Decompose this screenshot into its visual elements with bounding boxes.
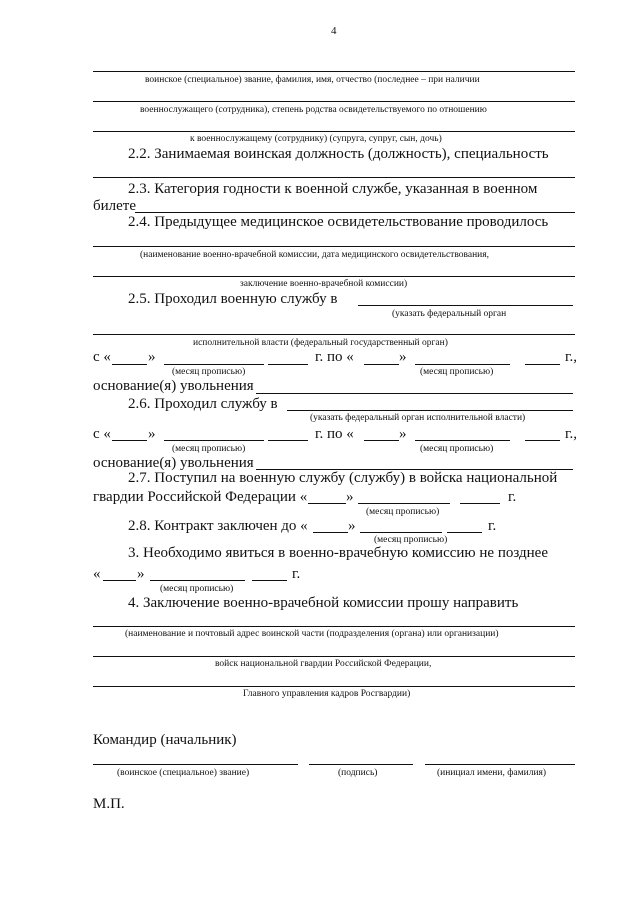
caption: (инициал имени, фамилия) [437, 768, 547, 778]
item-2-2: 2.2. Занимаемая воинская должность (должность), специальность [128, 146, 549, 162]
field-line[interactable] [358, 305, 573, 306]
field-line[interactable] [252, 580, 287, 581]
field-line[interactable] [364, 364, 399, 365]
year-suffix: г. [488, 518, 497, 534]
caption: (подпись) [338, 768, 378, 778]
field-line[interactable] [268, 440, 308, 441]
date-open: « [93, 566, 101, 582]
field-line[interactable] [287, 410, 573, 411]
field-line[interactable] [93, 764, 298, 765]
caption: (месяц прописью) [374, 535, 448, 545]
field-line[interactable] [93, 656, 575, 657]
quote-close: » [148, 349, 156, 365]
caption: (месяц прописью) [366, 507, 440, 517]
field-line[interactable] [112, 440, 147, 441]
item-2-4: 2.4. Предыдущее медицинское освидетельствование проводилось [128, 214, 549, 230]
commander-title: Командир (начальник) [93, 732, 237, 748]
item-2-5: 2.5. Проходил военную службу в [128, 291, 338, 307]
field-line[interactable] [164, 440, 264, 441]
discharge-basis: основание(я) увольнения [93, 455, 254, 471]
item-3: 3. Необходимо явиться в военно-врачебную комиссию не позднее [128, 545, 548, 561]
page-number: 4 [331, 25, 337, 37]
field-line[interactable] [308, 503, 346, 504]
item-4: 4. Заключение военно-врачебной комиссии прошу направить [128, 595, 519, 611]
field-line[interactable] [93, 246, 575, 247]
field-line[interactable] [164, 364, 264, 365]
item-2-6: 2.6. Проходил службу в [128, 396, 278, 412]
stamp-place: М.П. [93, 796, 125, 812]
quote-close: » [148, 426, 156, 442]
caption: (месяц прописью) [172, 444, 246, 454]
field-line[interactable] [112, 364, 147, 365]
field-line[interactable] [103, 580, 136, 581]
year-suffix: г., [565, 426, 577, 442]
field-line[interactable] [447, 532, 482, 533]
caption: Главного управления кадров Росгвардии) [243, 689, 411, 699]
field-line[interactable] [135, 212, 575, 213]
field-line[interactable] [415, 440, 510, 441]
caption: (месяц прописью) [160, 584, 234, 594]
quote-close: » [399, 349, 407, 365]
field-line[interactable] [309, 764, 413, 765]
caption: (воинское (специальное) звание) [117, 768, 250, 778]
item-2-7-b: гвардии Российской Федерации « [93, 489, 308, 505]
year-suffix: г., [565, 349, 577, 365]
quote-close: » [137, 566, 145, 582]
field-line[interactable] [268, 364, 308, 365]
caption: (указать федеральный орган исполнительной власти) [310, 413, 526, 423]
field-line[interactable] [525, 440, 560, 441]
caption: войск национальной гвардии Российской Федерации, [215, 659, 432, 669]
caption: воинское (специальное) звание, фамилия, имя, отчество (последнее – при наличии [145, 75, 480, 85]
date-from: с « [93, 426, 111, 442]
field-line[interactable] [93, 686, 575, 687]
caption: (наименование и почтовый адрес воинской части (подразделения (органа) или организации) [125, 629, 499, 639]
field-line[interactable] [93, 131, 575, 132]
field-line[interactable] [93, 177, 575, 178]
field-line[interactable] [93, 626, 575, 627]
field-line[interactable] [525, 364, 560, 365]
caption: к военнослужащему (сотруднику) (супруга, супруг, сын, дочь) [190, 134, 442, 144]
field-line[interactable] [93, 71, 575, 72]
field-line[interactable] [313, 532, 348, 533]
caption: (месяц прописью) [420, 444, 494, 454]
field-line[interactable] [256, 393, 573, 394]
date-from: с « [93, 349, 111, 365]
caption: (наименование военно-врачебной комиссии, дата медицинского освидетельствования, [140, 250, 489, 260]
caption: (месяц прописью) [172, 367, 246, 377]
item-2-8: 2.8. Контракт заключен до « [128, 518, 308, 534]
year-suffix: г. [508, 489, 517, 505]
field-line[interactable] [364, 440, 399, 441]
field-line[interactable] [425, 764, 575, 765]
date-to: г. по « [315, 349, 354, 365]
item-2-3: 2.3. Категория годности к военной службе, указанная в военном [128, 181, 538, 197]
discharge-basis: основание(я) увольнения [93, 378, 254, 394]
field-line[interactable] [415, 364, 510, 365]
caption: военнослужащего (сотрудника), степень родства освидетельствуемого по отношению [140, 105, 487, 115]
quote-close: » [348, 518, 356, 534]
field-line[interactable] [358, 503, 450, 504]
field-line[interactable] [150, 580, 245, 581]
caption: (указать федеральный орган [392, 309, 507, 319]
field-line[interactable] [360, 532, 442, 533]
field-line[interactable] [93, 276, 575, 277]
quote-close: » [399, 426, 407, 442]
caption: (месяц прописью) [420, 367, 494, 377]
year-suffix: г. [292, 566, 301, 582]
quote-close: » [346, 489, 354, 505]
field-line[interactable] [460, 503, 500, 504]
field-line[interactable] [93, 101, 575, 102]
date-to: г. по « [315, 426, 354, 442]
item-2-7: 2.7. Поступил на военную службу (службу) в войска национальной [128, 470, 558, 486]
field-line[interactable] [93, 334, 575, 335]
caption: исполнительной власти (федеральный государственный орган) [193, 338, 448, 348]
item-2-3-b: билете [93, 198, 137, 214]
caption: заключение военно-врачебной комиссии) [240, 279, 408, 289]
